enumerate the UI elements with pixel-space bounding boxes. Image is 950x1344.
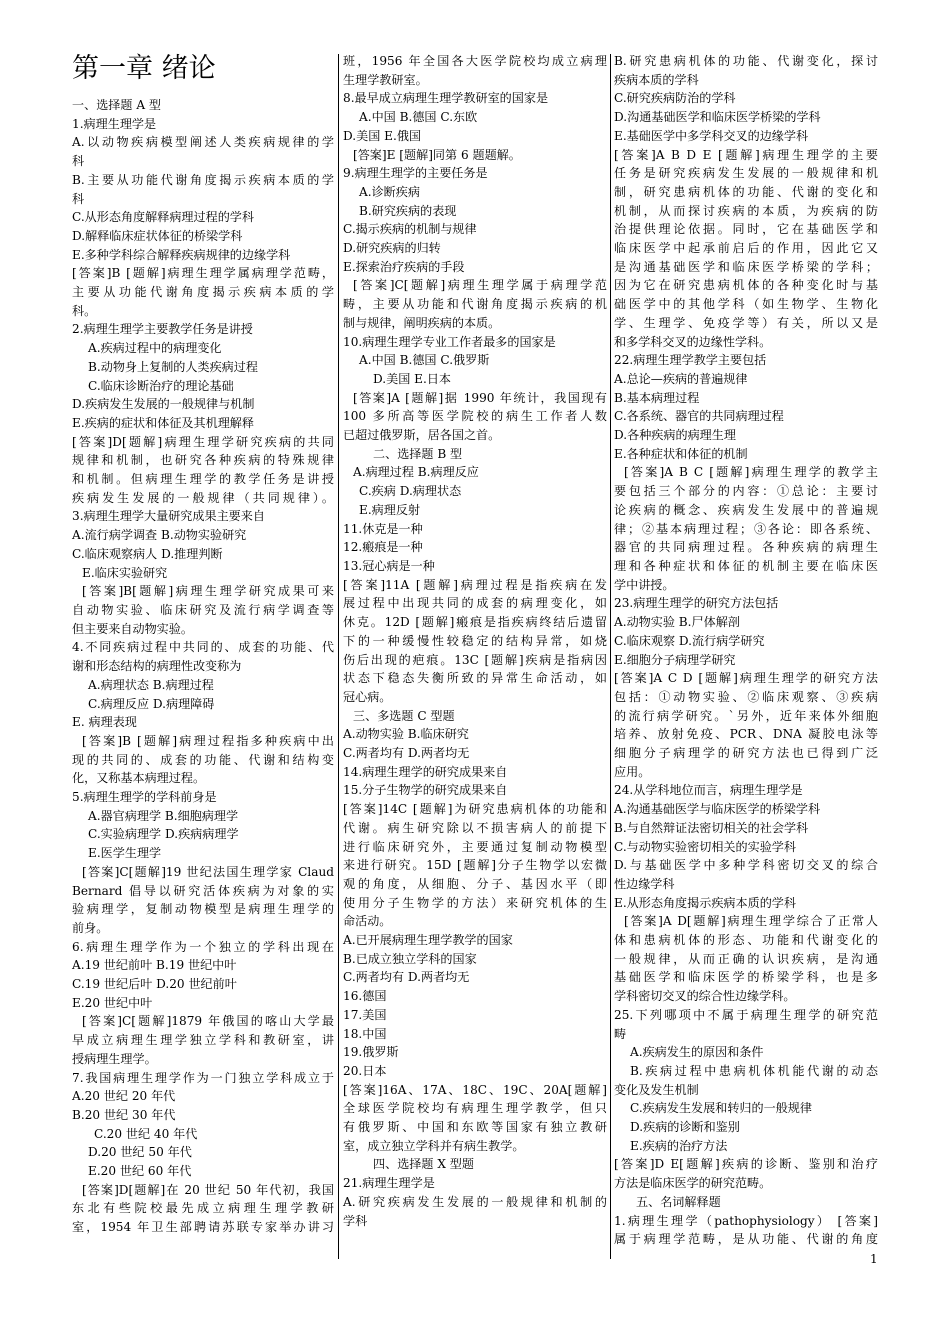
text-line: B.主要从功能代谢角度揭示疾病本质的学 bbox=[72, 172, 334, 187]
column-divider bbox=[338, 54, 339, 1259]
text-line: 应用。 bbox=[614, 764, 651, 779]
text-line: 二、选择题 B 型 bbox=[373, 446, 463, 461]
text-line: A.病理状态 B.病理过程 bbox=[88, 677, 214, 692]
text-line: 17.美国 bbox=[343, 1007, 387, 1022]
text-line: [答案]D E[题解]疾病的诊断、鉴别和治疗 bbox=[614, 1157, 878, 1172]
text-line: D.研究疾病的归转 bbox=[343, 241, 441, 256]
text-line: D.美国 E.日本 bbox=[373, 371, 452, 386]
text-line: C.临床观察病人 D.推理判断 bbox=[72, 546, 223, 561]
text-line: 学中讲授。 bbox=[614, 577, 675, 592]
text-line: 使用分子生物学的方法）来研究机体的生 bbox=[343, 895, 607, 910]
text-line: A.病理过程 B.病理反应 bbox=[353, 465, 479, 480]
text-line: 的流行病学研究。`另外，近年来体外细胞 bbox=[614, 708, 878, 723]
text-line: 疾病本质的学科 bbox=[614, 72, 699, 87]
text-line: A.20 世纪 20 年代 bbox=[72, 1089, 176, 1104]
text-line: 学、生理学、免疫学等）有关，所以又是 bbox=[614, 315, 878, 330]
text-line: C.疾病 D.病理状态 bbox=[359, 484, 462, 499]
text-line: C.19 世纪后叶 D.20 世纪前叶 bbox=[72, 977, 237, 992]
text-line: C.两者均有 D.两者均无 bbox=[343, 970, 470, 985]
text-line: [答案]A B C [题解]病理生理学的教学主 bbox=[624, 465, 878, 480]
text-line: 科。 bbox=[72, 303, 97, 318]
text-line: 任务是研究疾病发生发展的一般规律和机 bbox=[614, 166, 878, 181]
text-line: 14.病理生理学的研究成果来自 bbox=[343, 764, 508, 779]
text-line: 和机制。但病理生理学的教学任务是讲授 bbox=[72, 472, 334, 487]
text-line: E.各种症状和体征的机制 bbox=[614, 446, 748, 461]
text-line: [答案]11A [题解]病理过程是指疾病在发 bbox=[343, 577, 607, 592]
text-line: 疾病发生发展的一般规律（共同规律）。 bbox=[72, 490, 334, 505]
text-line: 24.从学科地位而言，病理生理学是 bbox=[614, 783, 803, 798]
text-line: 1.病理生理学是 bbox=[72, 116, 157, 131]
text-line: E.医学生理学 bbox=[88, 846, 162, 861]
text-line: B.研究患病机体的功能、代谢变化，探讨 bbox=[614, 54, 878, 68]
text-line: C.疾病发生发展和转归的一般规律 bbox=[630, 1101, 812, 1116]
text-line: B.基本病理过程 bbox=[614, 390, 700, 405]
text-line: 自动物实验、临床研究及流行病学调查等 bbox=[72, 602, 334, 617]
text-line: E.基础医学中多学科交叉的边缘学科 bbox=[614, 128, 809, 143]
text-line: 下的一种缓慢性较稳定的结构异常，如烧 bbox=[343, 633, 607, 648]
text-line: C.与动物实验密切相关的实验学科 bbox=[614, 839, 796, 854]
text-line: E.临床实验研究 bbox=[82, 565, 168, 580]
text-line: A.中国 B.德国 C.俄罗斯 bbox=[359, 353, 490, 368]
text-line: 方法是临床医学的研究范畴。 bbox=[614, 1176, 772, 1191]
text-line: [答案]A D[题解]病理生理学综合了正常人 bbox=[624, 914, 878, 929]
text-line: [答案]B [题解]病理生理学属病理学范畴， bbox=[72, 266, 334, 281]
text-line: E.20 世纪 60 年代 bbox=[88, 1164, 192, 1179]
text-line: 础医学中的其他学科（如生物学、生物化 bbox=[614, 297, 878, 312]
text-line: C.临床诊断治疗的理论基础 bbox=[88, 378, 234, 393]
text-line: [答案]A B D E [题解]病理生理学的主要 bbox=[614, 147, 878, 162]
text-line: 冠心病。 bbox=[343, 689, 392, 704]
text-line: B.与自然辩证法密切相关的社会学科 bbox=[614, 820, 809, 835]
text-line: C.临床观察 D.流行病学研究 bbox=[614, 633, 765, 648]
text-line: E.20 世纪中叶 bbox=[72, 995, 153, 1010]
text-line: 四、选择题 X 型题 bbox=[373, 1157, 474, 1172]
text-line: 前身。 bbox=[72, 920, 109, 935]
text-line: C.揭示疾病的机制与规律 bbox=[343, 222, 477, 237]
text-line: 3.病理生理学大量研究成果主要来自 bbox=[72, 509, 265, 524]
text-line: D.美国 E.俄国 bbox=[343, 128, 422, 143]
text-line: 一、选择题 A 型 bbox=[72, 98, 161, 112]
text-line: A.动物实验 B.尸体解剖 bbox=[614, 615, 740, 630]
text-line: 全球医学院校均有病理生理学教学，但只 bbox=[343, 1101, 607, 1116]
text-line: [答案]14C [题解]为研究患病机体的功能和 bbox=[343, 802, 607, 817]
text-line: 临床医学中起承前启后的作用，因此它又 bbox=[614, 241, 878, 256]
text-line: 学科密切交叉的综合性边缘学科。 bbox=[614, 989, 796, 1004]
text-line: [答案]16A、17A、18C、19C、20A[题解] bbox=[343, 1082, 607, 1097]
text-line: 15.分子生物学的研究成果来自 bbox=[343, 783, 508, 798]
text-line: 学科 bbox=[343, 1213, 368, 1228]
text-line: E. 病理表现 bbox=[72, 715, 137, 730]
text-line: 主要从功能代谢角度揭示疾病本质的学 bbox=[72, 285, 334, 300]
text-line: 畴 bbox=[614, 1026, 627, 1041]
text-line: 展过程中出现共同的成套的病理变化，如 bbox=[343, 596, 607, 611]
text-line: B.动物身上复制的人类疾病过程 bbox=[88, 359, 258, 374]
text-line: 9.病理生理学的主要任务是 bbox=[343, 166, 488, 181]
text-line: 理和各种症状和体征的机制主要在临床医 bbox=[614, 558, 878, 573]
text-line: A.流行病学调查 B.动物实验研究 bbox=[72, 528, 247, 543]
text-line: 21.病理生理学是 bbox=[343, 1176, 435, 1191]
text-line: 东北有些院校最先成立病理生理学教研 bbox=[72, 1201, 334, 1216]
text-line: 班，1956 年全国各大医学院校均成立病理 bbox=[343, 54, 607, 68]
text-line: B.已成立独立学科的国家 bbox=[343, 951, 477, 966]
text-line: 生理学教研室。 bbox=[343, 72, 428, 87]
text-line: 2.病理生理学主要教学任务是讲授 bbox=[72, 322, 253, 337]
text-line: [答案]A [题解]据 1990 年统计，我国现有 bbox=[353, 390, 607, 405]
text-line: 三、多选题 C 型题 bbox=[353, 708, 455, 723]
text-line: 培养、放射免疫、PCR、DNA 凝胶电泳等 bbox=[614, 727, 878, 742]
text-line: D.各种疾病的病理生理 bbox=[614, 428, 736, 443]
text-line: A.疾病过程中的病理变化 bbox=[88, 341, 222, 356]
text-line: 因为它在研究患病机体的各种变化时与基 bbox=[614, 278, 878, 293]
text-line: D.沟通基础医学和临床医学桥梁的学科 bbox=[614, 110, 821, 125]
text-line: 23.病理生理学的研究方法包括 bbox=[614, 596, 779, 611]
text-line: [答案]B [题解]病理过程指多种疾病中出 bbox=[82, 733, 334, 748]
text-line: [答案]C[题解]19 世纪法国生理学家 Claud bbox=[82, 864, 334, 879]
text-line: 包括：①动物实验、②临床观察、③疾病 bbox=[614, 689, 878, 704]
text-line: 20.日本 bbox=[343, 1063, 387, 1078]
text-line: 5.病理生理学的学科前身是 bbox=[72, 790, 217, 805]
text-line: 1.病理生理学（pathophysiology） [答案] bbox=[614, 1213, 878, 1228]
text-line: [答案]A C D [题解]病理生理学的研究方法 bbox=[614, 671, 878, 686]
text-column-3 bbox=[614, 52, 878, 1249]
text-line: A.研究疾病发生发展的一般规律和机制的 bbox=[343, 1194, 607, 1209]
text-line: D.疾病发生发展的一般规律与机制 bbox=[72, 397, 255, 412]
text-line: A.动物实验 B.临床研究 bbox=[343, 727, 469, 742]
text-line: A.器官病理学 B.细胞病理学 bbox=[88, 808, 239, 823]
text-line: C.20 世纪 40 年代 bbox=[94, 1126, 198, 1141]
text-line: 细胞分子病理学的研究方法也已得到广泛 bbox=[614, 746, 878, 761]
text-line: 22.病理生理学教学主要包括 bbox=[614, 353, 767, 368]
text-line: C.各系统、器官的共同病理过程 bbox=[614, 409, 784, 424]
text-line: 13.冠心病是一种 bbox=[343, 558, 435, 573]
text-line: 6.病理生理学作为一个独立的学科出现在 bbox=[72, 939, 334, 954]
text-line: 基础医学和临床医学的桥梁学科，也是多 bbox=[614, 970, 878, 985]
text-line: 要包括三个部分的内容：①总论：主要讨 bbox=[614, 484, 878, 499]
text-line: 来进行研究。15D [题解]分子生物学以宏微 bbox=[343, 858, 607, 873]
text-line: A.疾病发生的原因和条件 bbox=[630, 1045, 764, 1060]
text-line: 验病理学，复制动物模型是病理生理学的 bbox=[72, 902, 334, 917]
chapter-title: 第一章 绪论 bbox=[72, 53, 216, 84]
text-line: 机制，从而探讨疾病的本质，为疾病的防 bbox=[614, 203, 878, 218]
text-line: E.探索治疗疾病的手段 bbox=[343, 259, 465, 274]
text-line: 体和患病机体的形态、功能和代谢变化的 bbox=[614, 933, 878, 948]
text-line: 100 多所高等医学院校的病生工作者人数 bbox=[343, 409, 607, 424]
text-line: 10.病理生理学专业工作者最多的国家是 bbox=[343, 334, 556, 349]
text-line: 是沟通基础医学和临床医学桥梁的学科； bbox=[614, 259, 878, 274]
text-line: 伤后出现的疤痕。13C [题解]疾病是指病因 bbox=[343, 652, 607, 667]
text-line: 18.中国 bbox=[343, 1026, 387, 1041]
text-line: 性边缘学科 bbox=[614, 876, 675, 891]
text-line: 和多学科交叉的边缘性学科。 bbox=[614, 334, 772, 349]
text-line: 授病理生理学。 bbox=[72, 1051, 157, 1066]
text-line: 状态下稳态失衡所致的异常生命活动，如 bbox=[343, 671, 607, 686]
text-line: 变化及发生机制 bbox=[614, 1082, 699, 1097]
text-column-2 bbox=[343, 52, 607, 1230]
text-line: D.解释临床症状体征的桥梁学科 bbox=[72, 228, 243, 243]
text-line: 但主要来自动物实验。 bbox=[72, 621, 193, 636]
text-line: D.与基础医学中多种学科密切交叉的综合 bbox=[614, 858, 878, 873]
text-line: E.从形态角度揭示疾病本质的学科 bbox=[614, 895, 796, 910]
text-line: [答案]D[题解]病理生理学研究疾病的共同 bbox=[72, 434, 334, 449]
text-line: 室，1954 年卫生部聘请苏联专家举办讲习 bbox=[72, 1220, 334, 1235]
text-line: 化，又称基本病理过程。 bbox=[72, 771, 206, 786]
text-line: Bernard 倡导以研究活体疾病为对象的实 bbox=[72, 883, 334, 898]
text-line: B.疾病过程中患病机体机能代谢的动态 bbox=[630, 1063, 878, 1078]
text-line: 8.最早成立病理生理学教研室的国家是 bbox=[343, 91, 549, 106]
column-divider bbox=[610, 54, 611, 1259]
text-line: 进行临床研究外，主要通过复制动物模型 bbox=[343, 839, 607, 854]
text-line: [答案]E [题解]同第 6 题题解。 bbox=[353, 147, 521, 162]
text-line: A.以动物疾病模型阐述人类疾病规律的学 bbox=[72, 135, 334, 150]
text-line: A.已开展病理生理学教学的国家 bbox=[343, 933, 513, 948]
text-line: 命活动。 bbox=[343, 914, 392, 929]
text-line: 12.瘢痕是一种 bbox=[343, 540, 423, 555]
text-line: 代谢。病生研究除以不损害病人的前提下 bbox=[343, 820, 607, 835]
text-line: 一般规律，从而正确的认识疾病，是沟通 bbox=[614, 951, 878, 966]
text-line: E.疾病的症状和体征及其机理解释 bbox=[72, 415, 254, 430]
text-line: 4.不同疾病过程中共同的、成套的功能、代 bbox=[72, 640, 334, 655]
text-line: 现的共同的、成套的功能、代谢和结构变 bbox=[72, 752, 334, 767]
text-line: 谢和形态结构的病理性改变称为 bbox=[72, 659, 242, 674]
text-column-1 bbox=[72, 52, 334, 1237]
text-line: 观的角度，从细胞、分子、基因水平（即 bbox=[343, 876, 607, 891]
text-line: 属于病理学范畴，是从功能、代谢的角度 bbox=[614, 1232, 878, 1247]
text-line: 科 bbox=[72, 154, 85, 169]
text-line: 科 bbox=[72, 191, 85, 206]
text-line: A.沟通基础医学与临床医学的桥梁学科 bbox=[614, 802, 821, 817]
text-line: 律；②基本病理过程；③各论：即各系统、 bbox=[614, 521, 878, 536]
text-line: B.研究疾病的表现 bbox=[359, 203, 457, 218]
text-line: 有俄罗斯、中国和东欧等国家有独立教研 bbox=[343, 1120, 607, 1135]
text-line: 室，成立独立学科并有病生教学。 bbox=[343, 1138, 525, 1153]
text-line: [答案]C[题解]1879 年俄国的喀山大学最 bbox=[82, 1014, 334, 1029]
text-line: 器官的共同病理过程。各种疾病的病理生 bbox=[614, 540, 878, 555]
text-line: 治提供理论依据。同时，它在基础医学和 bbox=[614, 222, 878, 237]
text-line: 制，研究患病机体的功能、代谢的变化和 bbox=[614, 184, 878, 199]
text-line: E.多种学科综合解释疾病规律的边缘学科 bbox=[72, 247, 291, 262]
text-line: 已超过俄罗斯，居各国之首。 bbox=[343, 428, 501, 443]
text-line: 五、名词解释题 bbox=[636, 1194, 721, 1209]
text-line: C.两者均有 D.两者均无 bbox=[343, 746, 470, 761]
text-line: C.实验病理学 D.疾病病理学 bbox=[88, 827, 239, 842]
text-line: C.研究疾病防治的学科 bbox=[614, 91, 736, 106]
text-line: 休克。12D [题解]瘢痕是指疾病终结后遗留 bbox=[343, 615, 607, 630]
text-line: A.19 世纪前叶 B.19 世纪中叶 bbox=[72, 958, 237, 973]
text-line: E.疾病的治疗方法 bbox=[630, 1138, 728, 1153]
text-line: [答案]B[题解]病理生理学研究成果可来 bbox=[82, 584, 334, 599]
text-line: C.病理反应 D.病理障碍 bbox=[88, 696, 215, 711]
text-line: C.从形态角度解释病理过程的学科 bbox=[72, 210, 254, 225]
text-line: 畴，主要从功能和代谢角度揭示疾病的机 bbox=[343, 297, 607, 312]
text-line: 11.休克是一种 bbox=[343, 521, 423, 536]
text-line: D.疾病的诊断和鉴别 bbox=[630, 1120, 740, 1135]
page-number: 1 bbox=[870, 1252, 878, 1266]
text-line: 制与规律，阐明疾病的本质。 bbox=[343, 315, 501, 330]
text-line: 16.德国 bbox=[343, 989, 387, 1004]
text-line: 论疾病的概念、疾病发生发展中的普遍规 bbox=[614, 502, 878, 517]
text-line: 25.下列哪项中不属于病理生理学的研究范 bbox=[614, 1007, 878, 1022]
text-line: A.中国 B.德国 C.东欧 bbox=[359, 110, 478, 125]
text-line: A.总论—疾病的普遍规律 bbox=[614, 371, 748, 386]
text-line: 19.俄罗斯 bbox=[343, 1045, 399, 1060]
text-line: B.20 世纪 30 年代 bbox=[72, 1107, 176, 1122]
text-line: 7.我国病理生理学作为一门独立学科成立于 bbox=[72, 1070, 334, 1085]
text-line: E.病理反射 bbox=[359, 502, 421, 517]
text-line: [答案]D[题解]在 20 世纪 50 年代初，我国 bbox=[82, 1182, 334, 1197]
text-line: 规律和机制，也研究各种疾病的特殊规律 bbox=[72, 453, 334, 468]
text-line: A.诊断疾病 bbox=[359, 184, 420, 199]
text-line: D.20 世纪 50 年代 bbox=[88, 1145, 192, 1160]
text-line: E.细胞分子病理学研究 bbox=[614, 652, 736, 667]
text-line: [答案]C[题解]病理生理学属于病理学范 bbox=[353, 278, 607, 293]
text-line: 早成立病理生理学独立学科和教研室，讲 bbox=[72, 1033, 334, 1048]
